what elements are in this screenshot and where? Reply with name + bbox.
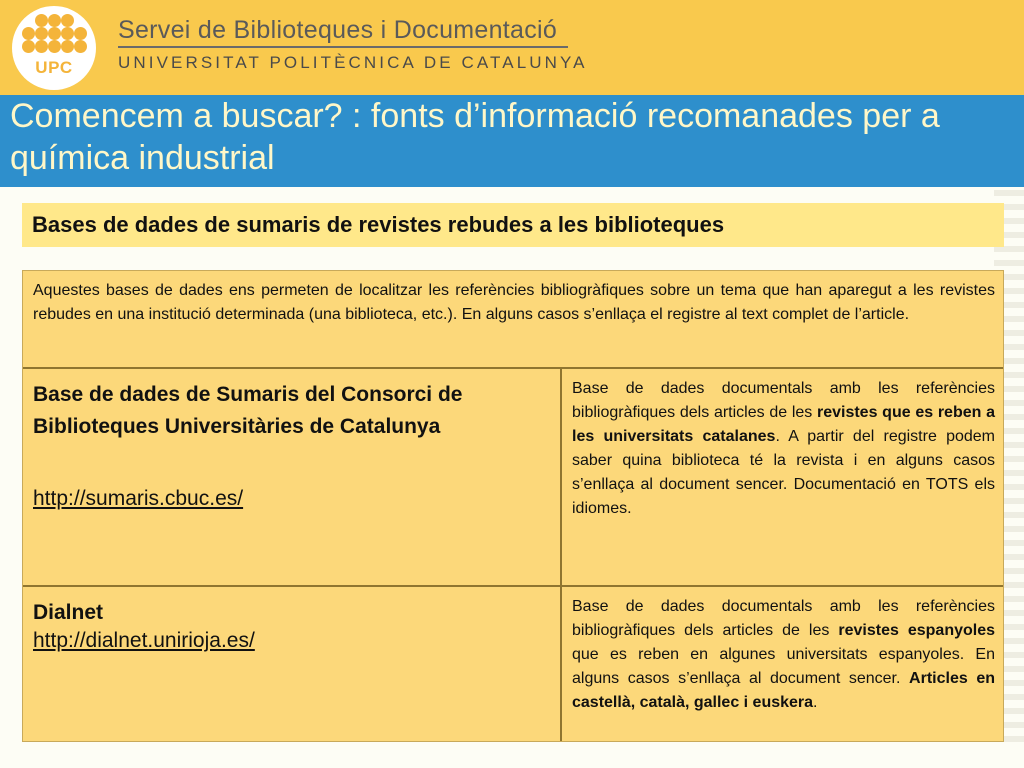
desc-text: que es reben en algunes universitats espanyoles. En alguns casos s’enllaça al document sencer.: [572, 646, 995, 687]
sources-table: [22, 270, 1004, 742]
desc-text: .: [813, 694, 818, 711]
org-subtitle: UNIVERSITAT POLITÈCNICA DE CATALUNYA: [118, 53, 588, 72]
intro-text: Aquestes bases de dades ens permeten de localitzar les referències bibliogràfiques sobre un tema que han aparegut a les revistes rebudes en una institució determinada (una biblioteca, etc.). En alguns casos s’enllaça el registre al text complet de l’article.: [33, 282, 995, 323]
source-link[interactable]: http://dialnet.unirioja.es/: [33, 629, 255, 652]
logo-text: UPC: [35, 58, 73, 77]
page-title: Comencem a buscar? : fonts d’informació recomanades per a química industrial: [10, 97, 940, 177]
source-link[interactable]: http://sumaris.cbuc.es/: [33, 487, 244, 510]
header-band: [0, 0, 1024, 95]
section-heading-box: [22, 203, 1004, 247]
desc-bold: Articles en castellà, català, gallec i euskera: [572, 670, 996, 711]
desc-bold: revistes espanyoles: [838, 622, 996, 639]
table-row: [23, 587, 1003, 741]
section-heading: Bases de dades de sumaris de revistes rebudes a les biblioteques: [32, 212, 725, 237]
desc-text: . A partir del registre podem saber quina biblioteca té la revista i en alguns casos s’enllaça al document sencer. Documentació en TOTS els idiomes.: [572, 428, 996, 517]
source-description: [572, 595, 995, 715]
source-name: Base de dades de Sumaris del Consorci de Biblioteques Universitàries de Catalunya: [33, 383, 463, 438]
desc-text: Base de dades documentals amb les referències bibliogràfiques dels articles de les: [572, 598, 995, 639]
source-cell: [33, 597, 533, 653]
source-cell: [33, 379, 533, 511]
title-band: [0, 95, 1024, 187]
upc-logo: [12, 6, 96, 90]
desc-text: Base de dades documentals amb les referències bibliogràfiques dels articles de les: [572, 380, 995, 421]
source-description: [572, 377, 995, 521]
intro-cell: [23, 271, 1003, 369]
desc-bold: revistes que es reben a les universitats catalanes: [572, 404, 996, 445]
source-name: Dialnet: [33, 601, 104, 624]
org-title: Servei de Biblioteques i Documentació: [118, 16, 558, 44]
table-row: [23, 369, 1003, 587]
org-divider: [118, 46, 568, 48]
